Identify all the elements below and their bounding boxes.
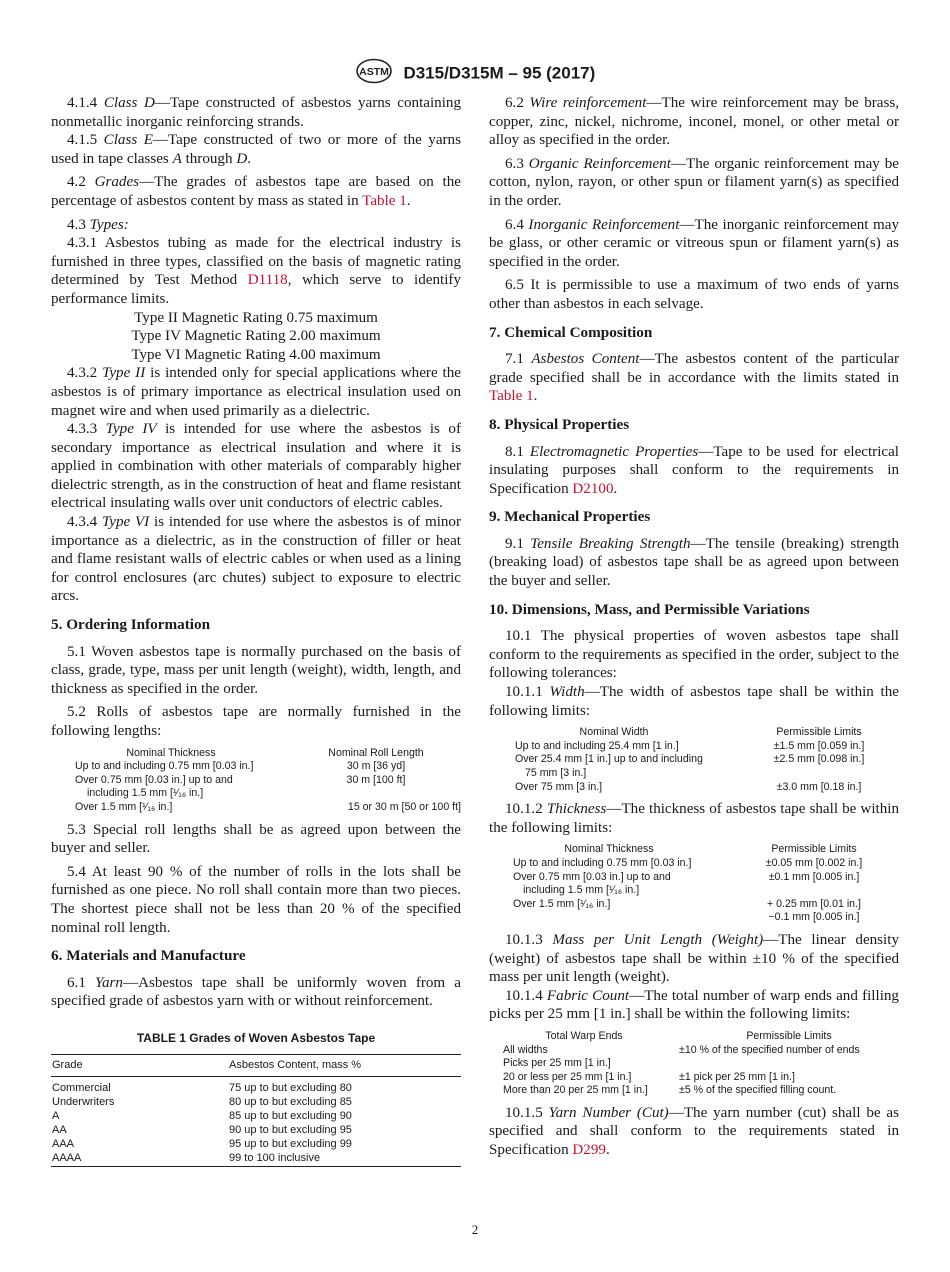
table-1-link[interactable]: Table 1 [489,388,534,405]
table-1-link[interactable]: Table 1 [362,192,407,209]
svg-text:ASTM: ASTM [358,66,389,78]
table-row: Up to and including 0.75 mm [0.03 in.] ±0.05 mm [0.002 in.] [513,856,863,869]
table-header-row: Total Warp Ends Permissible Limits [545,1029,832,1042]
para-4-1-4: 4.1.4 Class D—Tape constructed of asbestos yarns containing nonmetallic inorganic reinforcing strands. [51,95,462,130]
para-10-1-3: 10.1.3 Mass per Unit Length (Weight)—The linear density (weight) of asbestos tape shall be within ±10 % of the specified mass per unit length (weight). [489,931,899,986]
table-row: All widths ±10 % of the specified number of ends [503,1043,860,1056]
page-header [0,58,950,89]
fabric-count-table [489,1030,899,1098]
para-6-4: 6.4 Inorganic Reinforcement—The inorganic reinforcement may be glass, or other ceramic or vitreous spun or filament yarn(s) as specified in the order. [489,216,899,270]
d299-link[interactable]: D299 [572,1142,606,1159]
table-row: including 1.5 mm [¹⁄₁₆ in.] [523,884,640,897]
table-row: Over 75 mm [3 in.] ±3.0 mm [0.18 in.] [515,780,862,793]
para-10-1: 10.1 The physical properties of woven asbestos tape shall conform to the requirements as specified in the order, subject to the following tolerances: [489,628,899,682]
section-10-heading: 10. Dimensions, Mass, and Permissible Variations [489,600,810,618]
para-4-3: 4.3 Types: [67,216,129,233]
table-row: −0.1 mm [0.005 in.] [768,911,860,924]
width-limits-table [489,726,899,794]
table-row: Over 25.4 mm [1 in.] up to and including ±2.5 mm [0.098 in.] [515,753,865,766]
para-10-1-4: 10.1.4 Fabric Count—The total number of warp ends and filling picks per 25 mm [1 in.] shall be within the following limits: [489,987,899,1023]
left-column [51,94,461,1167]
table-row: More than 20 per 25 mm [1 in.] ±5 % of the specified filling count. [503,1084,837,1097]
table-row: 75 mm [3 in.] [525,767,587,779]
table-row: Up to and including 25.4 mm [1 in.] ±1.5 mm [0.059 in.] [515,739,865,752]
para-6-1: 6.1 Yarn—Asbestos tape shall be uniformly woven from a specified grade of asbestos yarn with or without reinforcement. [51,974,462,1010]
para-4-3-3: 4.3.3 Type IV is intended for use where the asbestos is of secondary importance as electrical insulation and where it is applied in combination with other materials of comparably higher dielectric strength, as in the construction of heat and flame resistant electrical insulating walls over unit conductors of electric cables. [51,421,461,512]
para-5-3: 5.3 Special roll lengths shall be as agreed upon between the buyer and seller. [51,821,461,857]
table-header-row: Nominal Thickness Permissible Limits [564,843,857,856]
document-designation: D315/D315M – 95 (2017) [403,63,596,83]
para-4-3-4: 4.3.4 Type VI is intended for use where the asbestos is of minor importance as a dielectric, as in the construction of filler or heat and flame resistant walls of electric cables or when used as a lining for control enclosures (arc chutes) subject to exposure to electric arcs. [51,514,462,605]
para-6-3: 6.3 Organic Reinforcement—The organic reinforcement may be cotton, nylon, rayon, or other spun or filament yarn(s) as specified in the order. [489,155,899,209]
para-10-1-1: 10.1.1 Width—The width of asbestos tape shall be within the following limits: [489,684,899,719]
table-row: AAAA 99 to 100 inclusive [52,1151,321,1164]
astm-logo-icon [355,58,393,89]
para-4-1-5: 4.1.5 Class E—Tape constructed of two or more of the yarns used in tape classes A through D. [51,132,461,167]
page-number: 2 [471,1222,479,1237]
section-9-heading: 9. Mechanical Properties [489,508,651,526]
section-7-heading: 7. Chemical Composition [489,323,653,341]
section-5-heading: 5. Ordering Information [51,616,211,634]
table-row: Over 1.5 mm [¹⁄₁₆ in.] + 0.25 mm [0.01 in.] [513,897,861,910]
para-4-3-2: 4.3.2 Type II is intended only for special applications where the asbestos is of primary importance as electrical insulation used on magnet wire and when used primarily as a dielectric. [51,365,461,419]
table-row: including 1.5 mm [¹⁄₁₆ in.] [87,787,204,800]
magnetic-rating-line: Type IV Magnetic Rating 2.00 maximum [131,328,381,345]
table-row: Up to and including 0.75 mm [0.03 in.] 30 m [36 yd] [75,760,406,773]
d1118-link[interactable]: D1118 [247,272,288,289]
para-5-4: 5.4 At least 90 % of the number of rolls in the lots shall be furnished as one piece. No roll shall contain more than two pieces. The shortest piece shall not be less than 20 % of the specified nominal roll length. [51,863,461,936]
para-4-2: 4.2 Grades—The grades of asbestos tape are based on the percentage of asbestos content by mass as stated in Table 1. [51,174,461,209]
table-1-caption: TABLE 1 Grades of Woven Asbestos Tape [136,1030,376,1045]
table-row: AA 90 up to but excluding 95 [52,1123,352,1136]
table-row: Over 0.75 mm [0.03 in.] up to and 30 m [100 ft] [75,773,406,786]
section-8-heading: 8. Physical Properties [489,415,630,433]
table-header-row: Grade Asbestos Content, mass % [51,1055,461,1077]
magnetic-rating-line: Type II Magnetic Rating 0.75 maximum [134,309,378,326]
table-row: Over 0.75 mm [0.03 in.] up to and ±0.1 mm [0.005 in.] [513,870,860,883]
magnetic-rating-line: Type VI Magnetic Rating 4.00 maximum [131,346,381,363]
para-6-5: 6.5 It is permissible to use a maximum of two ends of yarns other than asbestos in each selvage. [489,277,899,312]
table-header-row: Nominal Thickness Nominal Roll Length [126,746,424,759]
d2100-link[interactable]: D2100 [572,480,614,497]
right-column [489,94,899,1165]
para-7-1: 7.1 Asbestos Content—The asbestos content of the particular grade specified shall be in accordance with the limits stated in Table 1. [489,351,900,405]
para-10-1-5: 10.1.5 Yarn Number (Cut)—The yarn number (cut) shall be as specified and shall conform to the requirements stated in Specification D299. [489,1104,899,1159]
roll-length-table [51,747,461,815]
table-row: A 85 up to but excluding 90 [52,1109,352,1122]
table-row: Underwriters 80 up to but excluding 85 [52,1095,352,1108]
table-row: 20 or less per 25 mm [1 in.] ±1 pick per 25 mm [1 in.] [503,1070,795,1083]
para-9-1: 9.1 Tensile Breaking Strength—The tensile (breaking) strength (breaking load) of asbestos tape shall be as agreed upon between the buyer and seller. [489,535,899,590]
para-10-1-2: 10.1.2 Thickness—The thickness of asbestos tape shall be within the following limits: [489,801,900,836]
para-4-3-1: 4.3.1 Asbestos tubing as made for the electrical industry is furnished in three types, classified on the basis of magnetic rating determined by Test Method D1118, which serve to identify performance limits. [51,235,461,307]
para-6-2: 6.2 Wire reinforcement—The wire reinforcement may be brass, copper, zinc, nickel, nichrome, inconel, monel, or other metal or alloy as specified in the order. [489,95,900,149]
table-1-grades [51,1054,461,1167]
para-5-2: 5.2 Rolls of asbestos tape are normally furnished in the following lengths: [51,704,461,739]
table-row: Over 1.5 mm [¹⁄₁₆ in.] 15 or 30 m [50 or 100 ft] [75,800,461,813]
para-8-1: 8.1 Electromagnetic Properties—Tape to be used for electrical insulating purposes shall conform to the requirements in Specification D2100. [489,443,899,497]
table-header-row: Nominal Width Permissible Limits [579,726,862,739]
thickness-limits-table [489,843,899,925]
table-row: Picks per 25 mm [1 in.] [503,1057,611,1070]
table-row: AAA 95 up to but excluding 99 [52,1137,352,1150]
para-5-1: 5.1 Woven asbestos tape is normally purchased on the basis of class, grade, type, mass per unit length (weight), width, length, and thickness as specified in the order. [51,643,461,697]
section-6-heading: 6. Materials and Manufacture [51,947,246,965]
table-row: Commercial 75 up to but excluding 80 [52,1081,352,1094]
